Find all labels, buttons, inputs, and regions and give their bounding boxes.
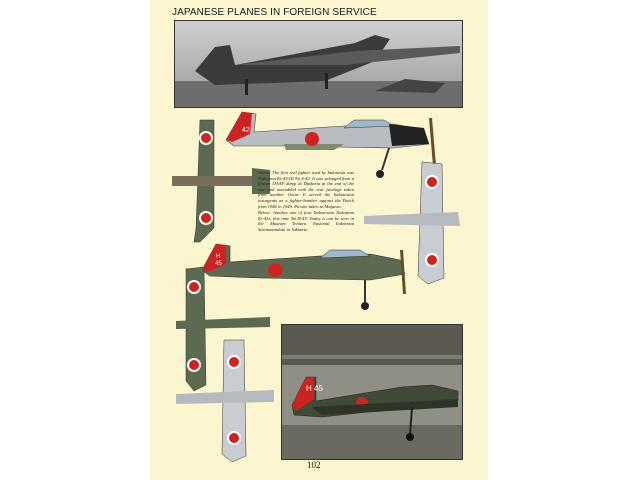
svg-text:42: 42 bbox=[242, 127, 250, 134]
page-header: JAPANESE PLANES IN FOREIGN SERVICE bbox=[172, 7, 377, 18]
photo-museum-aircraft bbox=[281, 324, 463, 460]
caption-text bbox=[258, 170, 354, 234]
museum-code-text: H 45 bbox=[306, 384, 323, 393]
svg-text:H: H bbox=[216, 254, 221, 260]
planview-h45-underside bbox=[174, 338, 284, 464]
page-number: 102 bbox=[307, 460, 321, 470]
caption-above: Above: The first real fighter used by Indonesia was Nakajima Ki-43-III No.S-42. It was salvaged from a former IJAAF dump at Djakarta at the end of the war and assembled with the rear fuselage taken from another Oscar. It served the Indonesian insurgents as a fighter-bomber against the Dutch from 1946 to 1949. Picture taken at Maguwo. bbox=[258, 170, 354, 209]
book-page bbox=[150, 0, 488, 480]
caption-below: Below: Another one of four Indonesian Nakajima Ki-43s, this time No.H-45. Today it can be seen in the Museum Tentara Nasional Indonesia Satriamandala in Jakharta bbox=[258, 210, 354, 232]
photo-top-aircraft bbox=[174, 20, 463, 108]
svg-text:45: 45 bbox=[215, 261, 222, 267]
